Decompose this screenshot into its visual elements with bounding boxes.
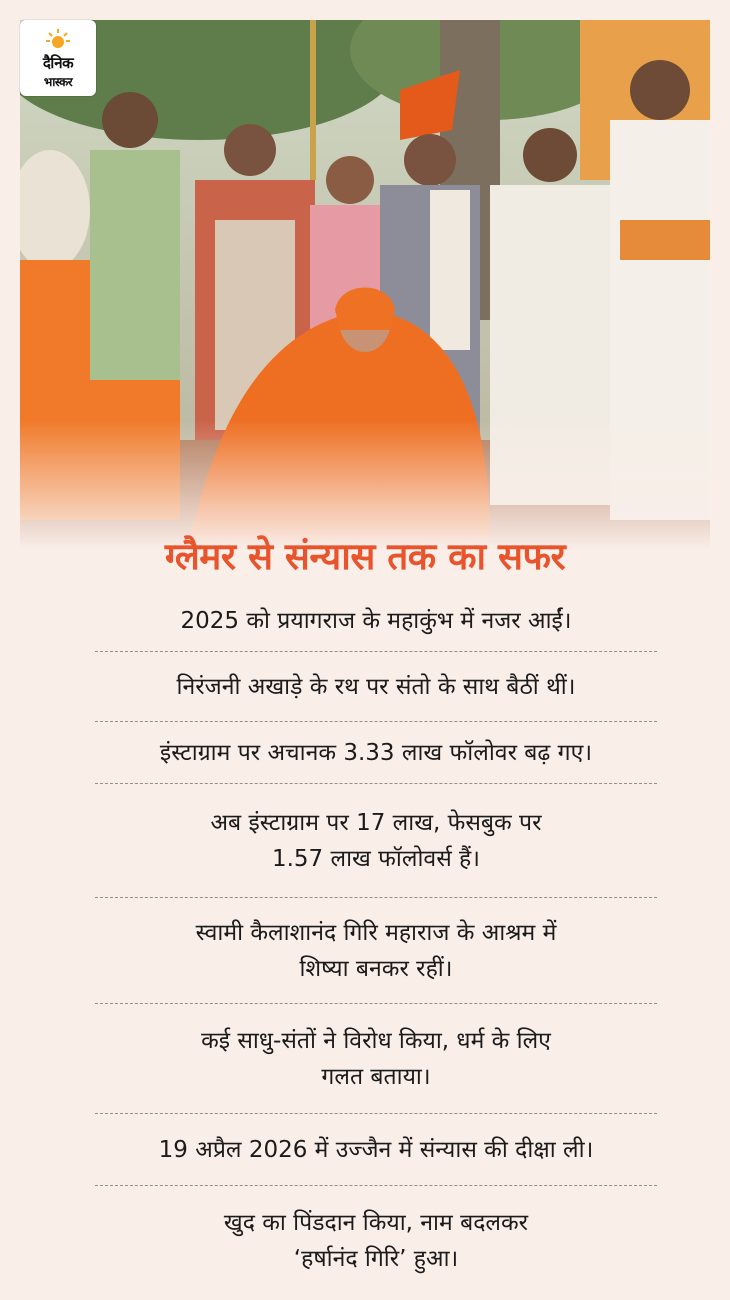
logo-line-1: दैनिक <box>42 54 74 72</box>
fact-item: इंस्टाग्राम पर अचानक 3.33 लाख फॉलोवर बढ़ गए। <box>95 722 657 784</box>
ceremony-photo <box>20 20 710 550</box>
facts-list <box>95 590 657 1296</box>
fact-item: खुद का पिंडदान किया, नाम बदलकर ‘हर्षानंद गिरि’ हुआ। <box>223 1210 529 1272</box>
fact-item: अब इंस्टाग्राम पर 17 लाख, फेसबुक पर 1.57 लाख फॉलोवर्स हैं। <box>95 784 657 898</box>
photo-illustration <box>20 20 710 550</box>
fact-item: स्वामी कैलाशानंद गिरि महाराज के आश्रम में शिष्या बनकर रहीं। <box>95 898 657 1004</box>
fact-item: कई साधु-संतों ने विरोध किया, धर्म के लिए गलत बताया। <box>95 1004 657 1114</box>
logo-line-2: भास्कर <box>43 75 73 89</box>
sun-icon <box>46 28 70 52</box>
fact-item: निरंजनी अखाड़े के रथ पर संतो के साथ बैठीं थीं। <box>95 652 657 722</box>
fact-item: 19 अप्रैल 2026 में उज्जैन में संन्यास की दीक्षा ली। <box>95 1114 657 1186</box>
headline: ग्लैमर से संन्यास तक का सफर <box>164 535 566 578</box>
fact-item: 2025 को प्रयागराज के महाकुंभ में नजर आईं। <box>95 590 657 652</box>
dainik-bhaskar-logo <box>20 20 96 96</box>
